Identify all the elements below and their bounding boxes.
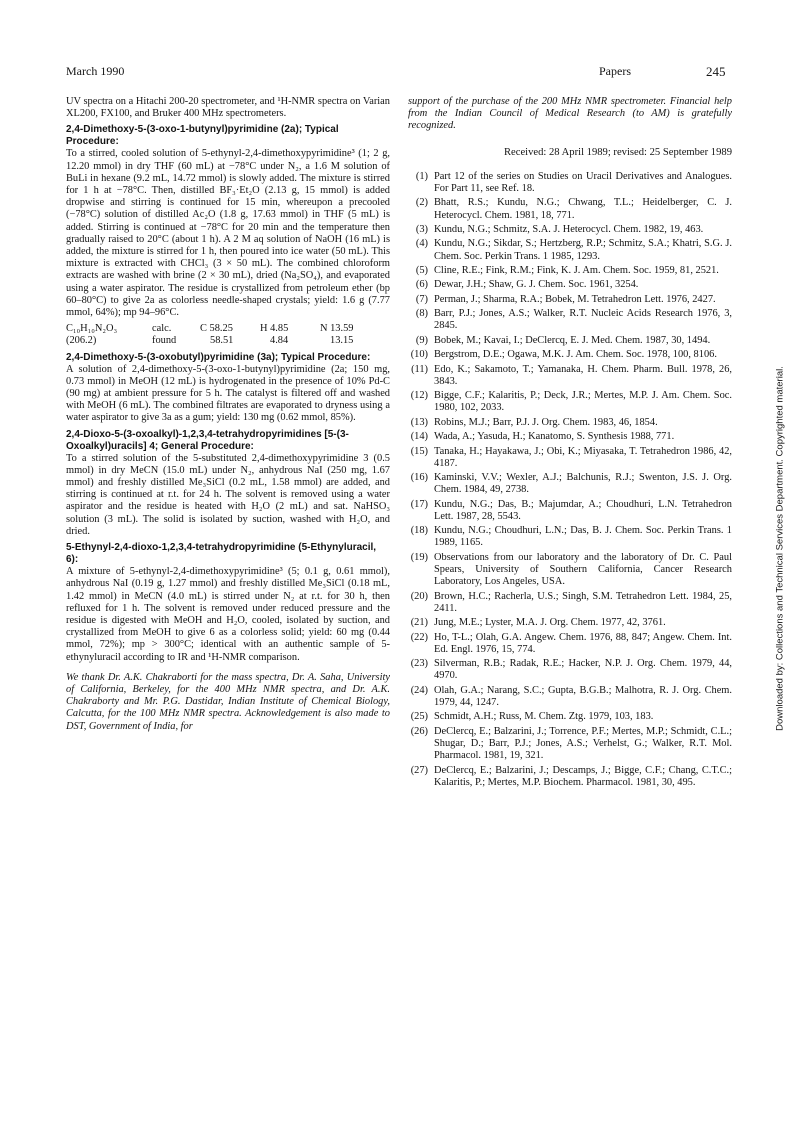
reference-item [408,294,732,306]
procedure-6-body: A mixture of 5-ethynyl-2,4-dimethoxypyrimidine³ (5; 0.1 g, 0.61 mmol), anhydrous NaI (0.19 g, 1.27 mmol) and freshly distilled Me₃SiCl (0.18 mL, 1.42 mmol) in MeCN (4.0 mL) is stirred under N₂ at r.t. for 30 h, then refluxed for 1 h. The solvent is removed under reduced pressure and the residue is digested with MeOH and H₂O, cooled, isolated by suction, and crystallized from MeOH to give 6 as a colorless solid; yield: 60 mg (0.44 mmol, 72%); mp > 300°C; identical with an authentic sample of 5-ethynyluracil according to IR and ¹H-NMR comparison. [66,566,390,663]
analysis-mass: (206.2) [66,335,97,347]
right-column [408,96,732,791]
reference-text: Wada, A.; Yasuda, H.; Kanatomo, S. Synthesis 1988, 771. [434,431,675,443]
procedure-3a-body: A solution of 2,4-dimethoxy-5-(3-oxo-1-butynyl)pyrimidine (2a; 150 mg, 0.73 mmol) in MeOH (12 mL) is hydrogenated in the presence of 10% Pd-C (90 mg) at ambient pressure for 5 h. The catalyst is filtered off and washed with MeOH (6 mL). The combined filtrates are evaporated to dryness using a water aspirator to give 3a as a gum; yield: 130 mg (0.62 mmol, 85%). [66,363,390,424]
procedure-4-body: To a stirred solution of the 5-substituted 2,4-dimethoxypyrimidine 3 (0.5 mmol) in dry MeCN (15.0 mL) under N₂, anhydrous NaI (250 mg, 1.67 mmol) and freshly distilled Me₃SiCl (0.2 mL, 1.58 mmol) are added, and stirring is continued at r.t. for 24 h. The solvent is removed using a water aspirator and the residue is heated with H₂O (2 mL) and sat. NaHSO₃ solution (3 mL). The solid is isolated by suction, washed with H₂O, and dried. [66,452,390,537]
reference-item [408,591,732,615]
reference-number: (13) [410,416,428,428]
reference-text: Robins, M.J.; Barr, P.J. J. Org. Chem. 1983, 46, 1854. [434,416,658,428]
intro-paragraph: UV spectra on a Hitachi 200-20 spectrometer, and ¹H-NMR spectra on Varian XL200, FX100, and Bruker 400 MHz spectrometers. [66,96,390,120]
analysis-found-row [66,335,380,347]
reference-text: Bobek, M.; Kavai, I.; DeClercq, E. J. Med. Chem. 1987, 30, 1494. [434,334,711,346]
reference-text: Cline, R.E.; Fink, R.M.; Fink, K. J. Am. Chem. Soc. 1959, 81, 2521. [434,264,719,276]
reference-number: (1) [415,170,428,182]
reference-item [408,499,732,523]
reference-item [408,552,732,589]
reference-text: DeClercq, E.; Balzarini, J.; Descamps, J.; Bigge, C.F.; Chang, C.T.C.; Kalaritis, P.; Mertes, M.P. Biochem. Pharmacol. 1981, 30, 495. [434,764,732,788]
reference-item [408,685,732,709]
reference-number: (22) [410,631,428,643]
procedure-6-heading: 5-Ethynyl-2,4-dioxo-1,2,3,4-tetrahydropyrimidine (5-Ethynyluracil, 6): [66,542,377,566]
reference-number: (7) [415,293,428,305]
reference-text: Tanaka, H.; Hayakawa, J.; Obi, K.; Miyasaka, T. Tetrahedron 1986, 42, 4187. [434,445,732,469]
reference-item [408,417,732,429]
reference-item [408,617,732,629]
reference-item [408,364,732,388]
reference-number: (15) [410,445,428,457]
reference-number: (9) [415,334,428,346]
analysis-c-found: 58.51 [210,335,234,347]
analysis-h-found: 4.84 [270,335,289,347]
reference-text: Bhatt, R.S.; Kundu, N.G.; Chwang, T.L.; Heidelberger, C. J. Heterocycl. Chem. 1981, 18, 771. [434,197,732,221]
reference-number: (26) [410,725,428,737]
reference-number: (11) [411,363,428,375]
reference-number: (19) [410,551,428,563]
reference-text: Schmidt, A.H.; Russ, M. Chem. Ztg. 1979, 103, 183. [434,711,654,723]
reference-text: Kundu, N.G.; Sikdar, S.; Hertzberg, R.P.; Schmitz, S.A.; Khatri, S.G. J. Chem. Soc. Perkin Trans. 1 1985, 1293. [434,238,732,262]
reference-number: (17) [410,498,428,510]
reference-text: Ho, T-L.; Olah, G.A. Angew. Chem. 1976, 88, 847; Angew. Chem. Int. Ed. Engl. 1976, 15, 774. [434,631,732,655]
reference-number: (20) [410,590,428,602]
reference-item [408,238,732,262]
procedure-2a-body: To a stirred, cooled solution of 5-ethynyl-2,4-dimethoxypyrimidine³ (1; 2 g, 12.20 mmol) in dry THF (60 mL) at −78°C under N₂, a 1.6 M solution of BuLi in hexane (9.2 mL, 14.72 mmol) is slowly added. The mixture is stirred for 1 h at −78°C. Then, distilled BF₃·Et₂O (2.13 g, 15 mmol) is added dropwise and stirring is continued for 15 min, whereupon a precooled (−78°C) solution of distilled Ac₂O (1.8 g, 17.63 mmol) in THF (5 mL) is added. Stirring is continued at −78°C for 20 min and the temperature then gradually raised to 20°C (about 1 h). A 2 M aq solution of NaOH (16 mL) is added, the mixture is stirred for 1 h, then poured into ice water (50 mL). This mixture is extracted with CHCl₃ (3 × 50 mL). The combined chloroform extracts are washed with brine (2 × 30 mL), dried (Na₂SO₄), and evaporated using a water aspirator. The residue is crystallized from petroleum ether (bp 60–80°C) to give 2a as colorless needle-shaped crystals; yield: 1.6 g (7.77 mmol, 64%); mp 94–96°C. [66,148,390,319]
reference-number: (6) [415,279,428,291]
reference-item [408,265,732,277]
reference-item [408,390,732,414]
reference-text: DeClercq, E.; Balzarini, J.; Torrence, P.F.; Mertes, M.P.; Schmidt, C.L.; Shugar, D.; Barr, P.J.; Jones, A.S.; Verhelst, G.; Walker, R.T. Mol. Pharmacol. 1981, 19, 321. [434,725,732,762]
reference-number: (24) [410,684,428,696]
reference-number: (5) [415,264,428,276]
page-number: 245 [706,64,726,79]
reference-text: Jung, M.E.; Lyster, M.A. J. Org. Chem. 1977, 42, 3761. [434,617,666,629]
reference-number: (8) [415,308,428,320]
analysis-n-found: 13.15 [330,335,354,347]
reference-number: (18) [410,525,428,537]
reference-number: (3) [415,224,428,235]
reference-text: Kundu, N.G.; Das, B.; Majumdar, A.; Choudhuri, L.N. Tetrahedron Lett. 1987, 28, 5543. [434,498,732,522]
reference-number: (23) [410,658,428,670]
analysis-n-calc: N 13.59 [320,323,354,335]
reference-list [408,171,732,789]
reference-item [408,658,732,682]
reference-number: (14) [410,431,428,443]
reference-item [408,431,732,443]
reference-item [408,446,732,470]
reference-item [408,711,732,723]
reference-item [408,171,732,195]
reference-text: Observations from our laboratory and the laboratory of Dr. C. Paul Spears, University of Southern California, Cancer Research Laboratory, Los Angeles, USA. [434,551,732,588]
reference-text: Bigge, C.F.; Kalaritis, P.; Deck, J.R.; Mertes, M.P. J. Am. Chem. Soc. 1980, 102, 2033. [434,390,732,414]
reference-number: (2) [415,197,428,209]
reference-text: Edo, K.; Sakamoto, T.; Yamanaka, H. Chem. Pharm. Bull. 1978, 26, 3843. [434,363,732,387]
download-notice [773,360,787,740]
reference-number: (27) [410,764,428,776]
reference-text: Brown, H.C.; Racherla, U.S.; Singh, S.M. Tetrahedron Lett. 1984, 25, 2411. [434,590,732,614]
reference-item [408,279,732,291]
analysis-h-calc: H 4.85 [260,323,289,335]
download-notice-text: Downloaded by: Collections and Technical Services Department. Copyrighted material. [774,366,786,731]
procedure-2a-heading: 2,4-Dimethoxy-5-(3-oxo-1-butynyl)pyrimidine (2a); Typical Procedure: [66,124,339,148]
reference-number: (21) [410,617,428,629]
reference-item [408,308,732,332]
reference-item [408,726,732,763]
reference-text: Olah, G.A.; Narang, S.C.; Gupta, B.G.B.; Malhotra, R. J. Org. Chem. 1979, 44, 1247. [434,684,732,709]
reference-text: Kaminski, V.V.; Wexler, A.J.; Balchunis, R.J.; Swenton, J.S. J. Org. Chem. 1984, 49, 2738. [434,472,732,496]
reference-number: (10) [410,349,428,361]
analysis-calc-row [66,323,380,335]
reference-text: Barr, P.J.; Jones, A.S.; Walker, R.T. Nucleic Acids Research 1976, 3, 2845. [434,308,732,332]
elemental-analysis [66,323,380,347]
procedure-3a-heading: 2,4-Dimethoxy-5-(3-oxobutyl)pyrimidine (3a); Typical Procedure: [66,351,371,363]
reference-text: Bergstrom, D.E.; Ogawa, M.K. J. Am. Chem. Soc. 1978, 100, 8106. [434,349,717,361]
reference-number: (16) [410,472,428,484]
reference-text: Kundu, N.G.; Choudhuri, L.N.; Das, B. J. Chem. Soc. Perkin Trans. 1 1989, 1165. [434,525,732,549]
analysis-calc-label: calc. [152,323,172,335]
reference-item [408,525,732,549]
procedure-4-heading: 2,4-Dioxo-5-(3-oxoalkyl)-1,2,3,4-tetrahydropyrimidines [5-(3-Oxoalkyl)uracils] 4; General Procedure: [66,428,349,452]
reference-text: Perman, J.; Sharma, R.A.; Bobek, M. Tetrahedron Lett. 1976, 2427. [434,293,716,305]
header-section: Papers [599,64,631,78]
reference-text: Part 12 of the series on Studies on Uracil Derivatives and Analogues. For Part 11, see Ref. 18. [434,170,732,195]
analysis-c-calc: C 58.25 [200,323,233,335]
analysis-formula: C₁₀H₁₀N₂O₃ [66,323,118,335]
reference-number: (25) [410,711,428,723]
reference-item [408,472,732,496]
reference-item [408,632,732,656]
reference-number: (12) [410,390,428,402]
reference-item [408,224,732,236]
reference-item [408,349,732,361]
reference-text: Silverman, R.B.; Radak, R.E.; Hacker, N.P. J. Org. Chem. 1979, 44, 4970. [434,658,732,682]
reference-item [408,335,732,347]
reference-number: (4) [415,238,428,250]
reference-text: Dewar, J.H.; Shaw, G. J. Chem. Soc. 1961, 3254. [434,279,639,291]
acknowledgement-continued: support of the purchase of the 200 MHz NMR spectrometer. Financial help from the Indian Council of Medical Research (to AM) is gratefully recognized. [408,96,732,132]
received-dates: Received: 28 April 1989; revised: 25 September 1989 [503,146,732,158]
reference-item [408,197,732,221]
acknowledgement: We thank Dr. A.K. Chakraborti for the mass spectra, Dr. A. Saha, University of California, Berkeley, for the 400 MHz NMR spectra, and Dr. A.K. Chakraborty and Mr. P.G. Dastidar, Indian Institute of Chemical Biology, Calcutta, for the 100 MHz NMR spectra. Acknowledgement is also made to DST, Government of India, for [66,671,390,732]
reference-text: Kundu, N.G.; Schmitz, S.A. J. Heterocycl. Chem. 1982, 19, 463. [434,224,704,235]
analysis-found-label: found [152,335,177,347]
header-date: March 1990 [66,64,125,78]
reference-item [408,765,732,789]
left-column [66,96,390,733]
